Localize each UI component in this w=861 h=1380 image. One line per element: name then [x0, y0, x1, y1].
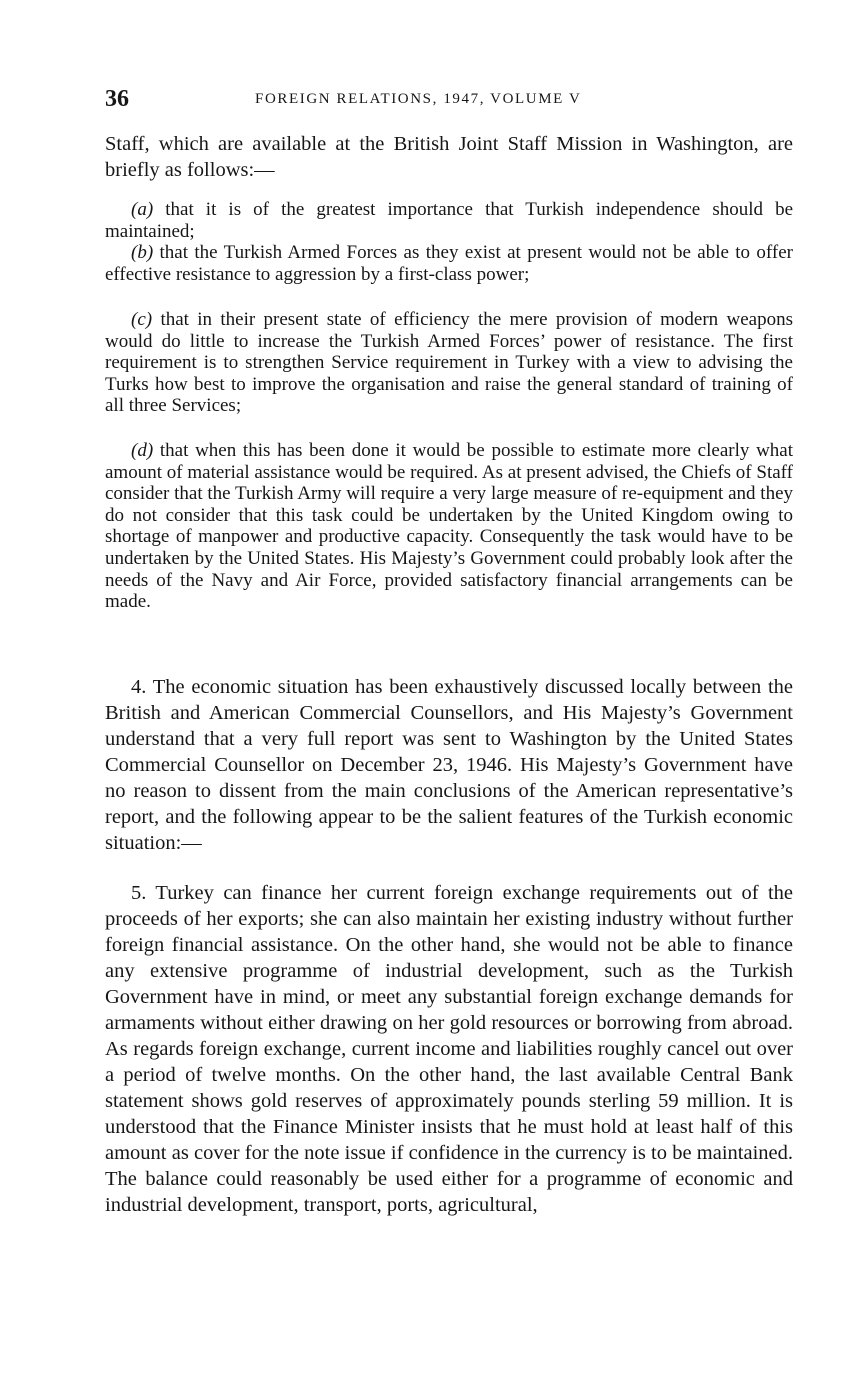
point-d-label: (d)	[131, 440, 154, 461]
point-b-label: (b)	[131, 242, 154, 263]
point-c-text: that in their present state of efficiency the mere provision of modern weapons would do little to increase the Turkish Armed Forces’ power of resistance. The first requirement is to strengthen Service requirement in Turkey with a view to advising the Turks how best to improve the organisation and raise the general standard of training of all three Services;	[105, 309, 794, 417]
point-b	[105, 242, 793, 285]
point-c-label: (c)	[131, 309, 153, 330]
running-head: FOREIGN RELATIONS, 1947, VOLUME V	[255, 91, 582, 107]
paragraph-4: 4. The economic situation has been exhaustively discussed locally between the British and American Commercial Counsellors, and His Majesty’s Government understand that a very full report was sent to Washington by the United States Commercial Counsellor on December 23, 1946. His Majesty’s Government have no reason to dissent from the main conclusions of the American representative’s report, and the following appear to be the salient features of the Turkish economic situation:—	[105, 676, 793, 854]
page-number: 36	[105, 86, 129, 112]
point-d	[105, 440, 793, 613]
paragraph-5: 5. Turkey can finance her current foreign exchange requirements out of the proceeds of her exports; she can also maintain her existing industry without further foreign financial assistance. On the other hand, she would not be able to finance any extensive programme of industrial development, such as the Turkish Government have in mind, or meet any substantial foreign exchange demands for armaments without either drawing on her gold resources or borrowing from abroad. As regards foreign exchange, current income and liabilities roughly cancel out over a period of twelve months. On the other hand, the last available Central Bank statement shows gold reserves of approximately pounds sterling 59 million. It is understood that the Finance Minister insists that he must hold at least half of this amount as cover for the note issue if confidence in the currency is to be maintained. The balance could reasonably be used either for a programme of economic and industrial development, transport, ports, agricultural,	[105, 882, 793, 1216]
intro-paragraph: Staff, which are available at the British Joint Staff Mission in Washington, are briefly as follows:—	[105, 133, 793, 181]
point-a	[105, 199, 793, 242]
point-d-text: that when this has been done it would be possible to estimate more clearly what amount of material assistance would be required. As at present advised, the Chiefs of Staff consider that the Turkish Army will require a very large measure of re-equipment and they do not consider that this task could be undertaken by the United Kingdom owing to shortage of manpower and productive capacity. Consequently the task would have to be undertaken by the United States. His Majesty’s Government could probably look after the needs of the Navy and Air Force, provided satisfactory financial arrangements can be made.	[105, 440, 793, 613]
point-b-text: that the Turkish Armed Forces as they exist at present would not be able to offer effective resistance to aggression by a first-class power;	[105, 242, 793, 285]
point-a-label: (a)	[131, 199, 154, 220]
page-header	[105, 86, 795, 114]
point-c	[105, 309, 793, 417]
point-a-text: that it is of the greatest importance that Turkish independence should be maintained;	[105, 199, 794, 242]
